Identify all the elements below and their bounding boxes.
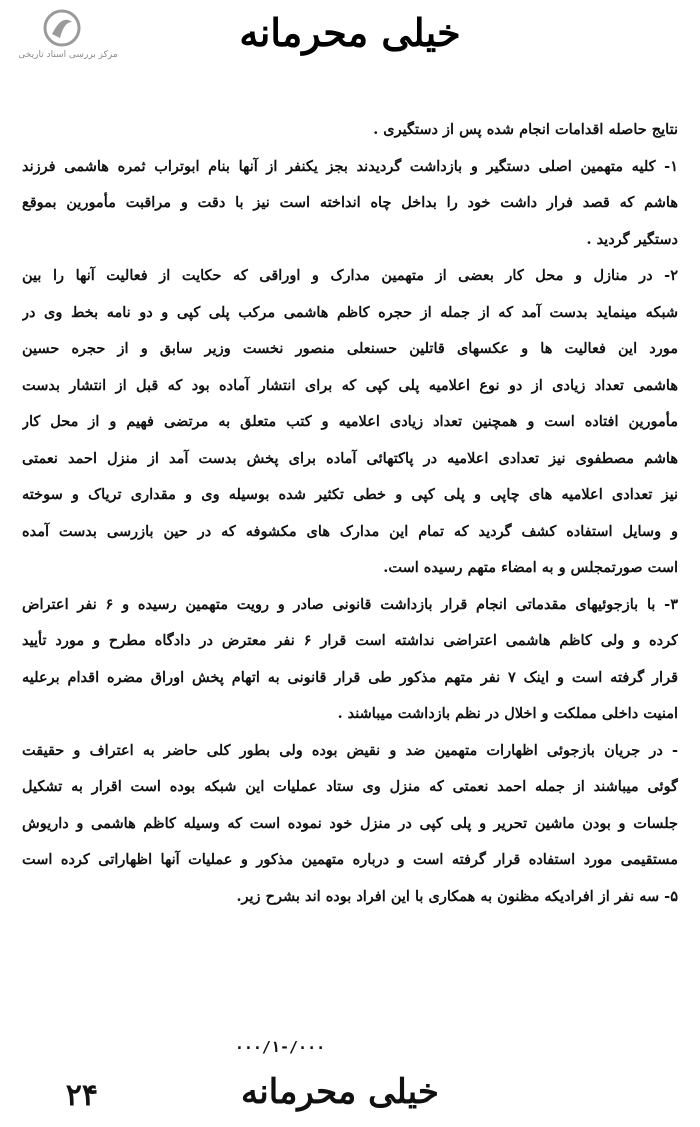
body-line: هاشم مصطفوی نیز تعدادی اعلامیه در پاکتهائی آماده برای پخش بدست آمد از منزل احمد نعمتی (22, 449, 678, 467)
page-number: ۲۴ (65, 1078, 98, 1113)
classification-footer: خیلی محرمانه (241, 1072, 439, 1112)
body-line: مورد این فعالیت ها و عکسهای قاتلین حسنعلی منصور نخست وزیر سابق و از حجره حسین (22, 340, 678, 357)
body-line: نیز تعدادی اعلامیه های چاپی و پلی کپی و خطی تکثیر شده بوسیله وی و مقداری تریاک و سوخته (22, 486, 678, 503)
body-line: شبکه مینماید بدست آمد که از جمله از حجره کاظم هاشمی مرکب پلی کپی و دو نامه بخط وی در (22, 303, 678, 321)
body-line: قرار گرفته است و اینک ۷ نفر متهم مذکور طی قرار قانونی به اتهام پخش اوراق مضره اقدام برعلیه (22, 668, 678, 686)
body-line: هاشم که قصد فرار داشت خود را بداخل چاه انداخته است نیز با دقت و مراقبت مأمورین بموقع (22, 194, 678, 211)
body-line: نتایج حاصله اقدامات انجام شده پس از دستگیری . (373, 121, 678, 138)
document-body (22, 112, 678, 915)
classification-header: خیلی محرمانه (239, 10, 461, 55)
body-line: ۲- در منازل و محل کار بعضی از متهمین مدارک و اوراقی که حکایت از فعالیت آنها را بین (22, 267, 678, 284)
body-line: مأمورین افتاده است و همچنین تعداد زیادی اعلامیه و کتب متعلق به مرتضی فهیم و از محل کار (22, 413, 678, 430)
reference-number: ۰۰۰/۱-/۰۰۰ (234, 1038, 326, 1056)
archive-logo-icon (42, 8, 82, 48)
body-line: دستگیر گردید . (586, 230, 678, 248)
archive-logo-text: مرکز بررسی اسناد تاریخی (18, 50, 118, 60)
archive-logo (10, 8, 126, 68)
body-line: کرده و ولی کاظم هاشمی اعتراضی نداشته است قرار ۶ نفر معترض در دادگاه مطرح و مورد تأیید (22, 632, 678, 649)
body-line: ۳- با بازجوئیهای مقدماتی انجام قرار بازداشت قانونی صادر و رویت متهمین رسیده و ۶ نفر اعتراض (22, 595, 678, 613)
body-line: امنیت داخلی مملکت و اخلال در نظم بازداشت میباشند . (337, 705, 678, 722)
body-line: ۵- سه نفر از افرادیکه مظنون به همکاری با این افراد بوده اند بشرح زیر. (236, 887, 678, 905)
body-line: و وسایل استفاده کشف گردید که تمام این مدارک های مکشوفه که در حین بازرسی بدست آمده (22, 522, 678, 540)
body-line: است صورتمجلس و به امضاء متهم رسیده است. (383, 559, 678, 576)
body-line: هاشمی تعداد زیادی از دو نوع اعلامیه پلی کپی که برای انتشار آماده بود که قبل از انتشار بدست (22, 376, 678, 394)
body-line: گوئی میباشند از جمله احمد نعمتی که منزل وی ستاد عملیات این شبکه بوده است اقرار به تشکیل (22, 778, 678, 795)
body-line: مستقیمی مورد استفاده قرار گرفته است و درباره متهمین مذکور و عملیات آنها اظهاراتی کرده است (22, 851, 678, 868)
body-line: جلسات و بودن ماشین تحریر و پلی کپی در منزل خود نموده است که وسیله کاظم هاشمی و داریوش (22, 814, 678, 832)
body-line: - در جریان بازجوئی اظهارات متهمین ضد و نقیض بوده ولی بطور کلی حاضر به اعتراف و حقیقت (22, 741, 678, 759)
body-line: ۱- کلیه متهمین اصلی دستگیر و بازداشت گردیدند بجز یکنفر از آنها بنام ابوتراب ثمره هاشمی فرزند (22, 157, 678, 175)
